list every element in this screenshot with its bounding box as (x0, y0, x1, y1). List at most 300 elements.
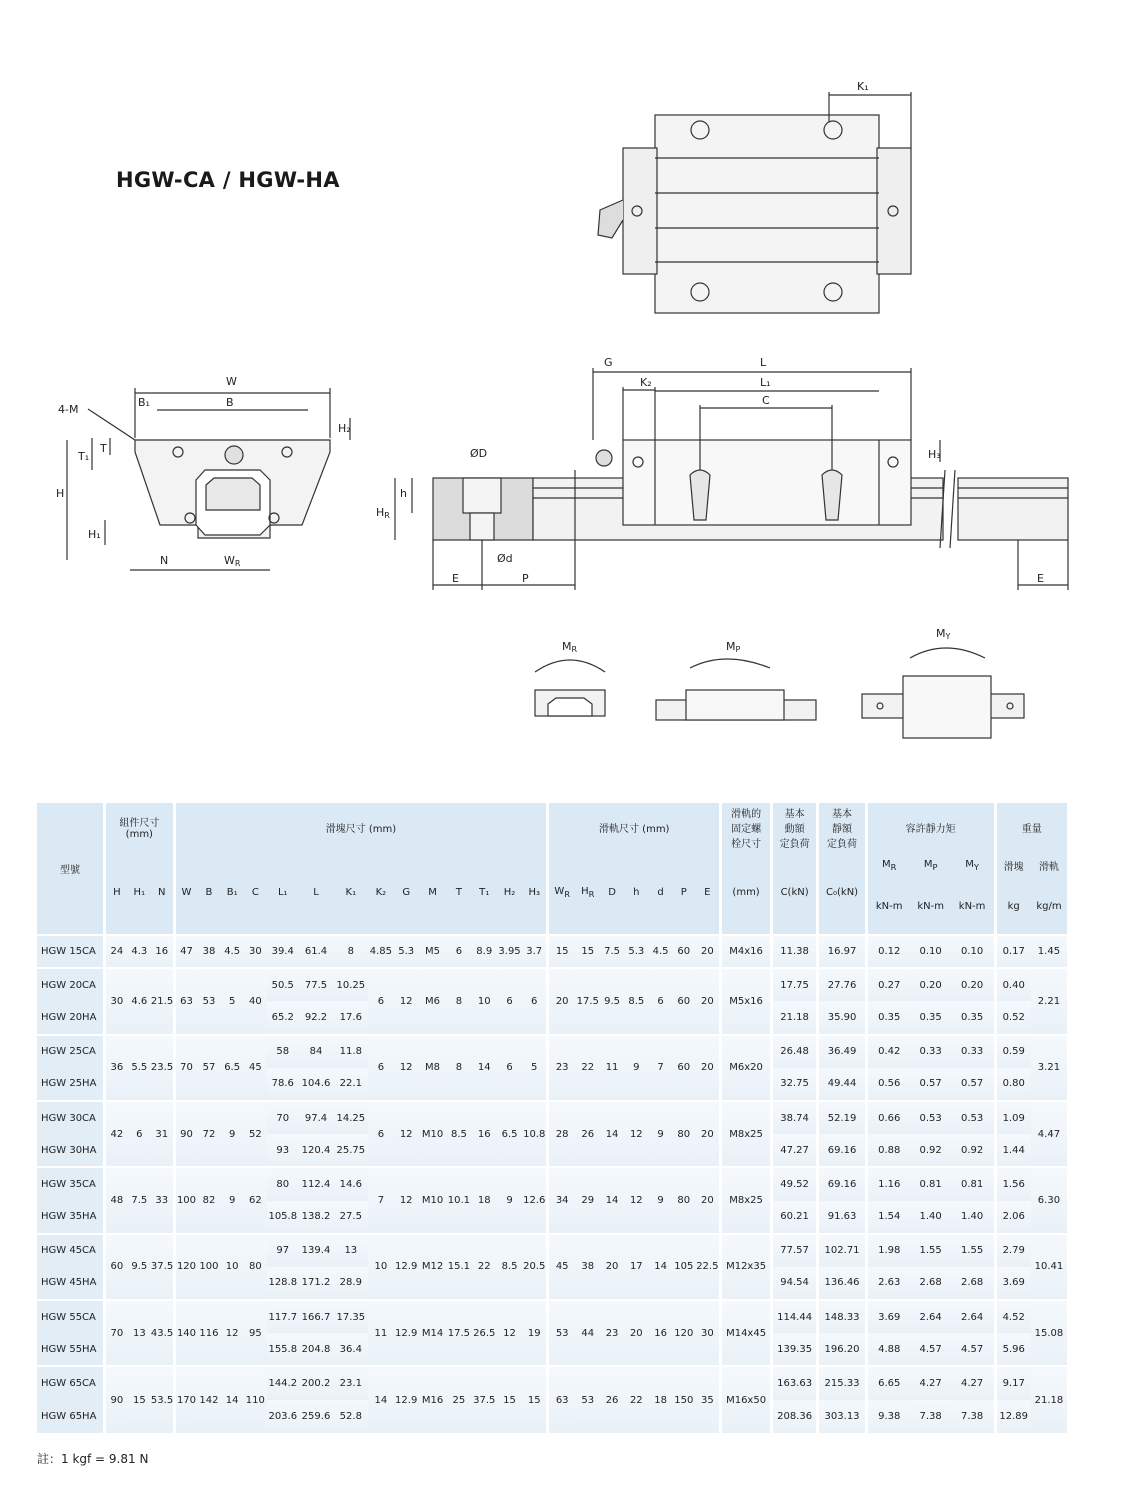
cell-my: 0.20 (951, 968, 995, 1001)
cell-my: 0.33 (951, 1035, 995, 1068)
cell-mp: 2.68 (911, 1267, 951, 1300)
sub-HR: $H_R$ (575, 851, 600, 935)
header-rail: 滑軌尺寸 (mm) (548, 803, 721, 851)
sub-rail-weight: 滑軌 (1031, 851, 1067, 879)
label-hr: HR (376, 506, 390, 520)
sub-L: L (299, 851, 334, 935)
cell-model: HGW 65HA (37, 1400, 105, 1433)
cell-p: 105 (672, 1234, 695, 1300)
cell-mp: 4.57 (911, 1333, 951, 1366)
cell-w: 120 (174, 1234, 197, 1300)
cell-mp: 1.55 (911, 1234, 951, 1267)
cell-block-weight: 1.09 (995, 1101, 1031, 1134)
cell-g: 12.9 (394, 1366, 419, 1433)
cell-model: HGW 45CA (37, 1234, 105, 1267)
cell-k2: 6 (368, 968, 393, 1034)
cell-d: 7.5 (600, 935, 623, 968)
cell-dynamic-load: 32.75 (771, 1068, 817, 1101)
cell-rail-weight: 6.30 (1031, 1167, 1067, 1233)
cell-l1: 78.6 (267, 1068, 299, 1101)
table-row (37, 1167, 1067, 1200)
cell-p: 80 (672, 1167, 695, 1233)
moment-mp-icon (656, 659, 816, 720)
cell-l1: 203.6 (267, 1400, 299, 1433)
cell-p: 60 (672, 1035, 695, 1101)
cell-l: 166.7 (299, 1300, 334, 1333)
cell-bolt: M12x35 (721, 1234, 772, 1300)
cell-mr: 0.12 (866, 935, 910, 968)
cell-l1: 93 (267, 1134, 299, 1167)
cell-h2: 6.5 (497, 1101, 522, 1167)
cell-my: 2.68 (951, 1267, 995, 1300)
cell-l: 77.5 (299, 968, 334, 1001)
sub-MR: $M_R$ (866, 851, 910, 879)
spec-table (37, 803, 1067, 1433)
spec-table-container (37, 803, 1067, 1433)
label-n: N (160, 554, 169, 567)
cell-m: M5 (419, 935, 446, 968)
cell-d: 23 (600, 1300, 623, 1366)
cell-h: 42 (105, 1101, 128, 1167)
cell-mr: 6.65 (866, 1366, 910, 1399)
cell-t: 10.1 (446, 1167, 471, 1233)
cell-d: 16 (649, 1300, 672, 1366)
sub-H: H (105, 851, 128, 935)
cell-mp: 7.38 (911, 1400, 951, 1433)
cell-static-load: 91.63 (818, 1201, 867, 1234)
cell-t1: 22 (472, 1234, 497, 1300)
cell-h: 22 (624, 1366, 649, 1433)
sub-block-weight-unit: kg (995, 879, 1031, 935)
cell-model: HGW 45HA (37, 1267, 105, 1300)
cell-h1: 13 (128, 1300, 151, 1366)
sub-B: B (197, 851, 220, 935)
cell-mp: 0.10 (911, 935, 951, 968)
cell-k1: 25.75 (333, 1134, 368, 1167)
sub-h: h (624, 851, 649, 935)
spec-table-body (37, 935, 1067, 1433)
cell-l1: 97 (267, 1234, 299, 1267)
cell-b: 72 (197, 1101, 220, 1167)
cell-h: 24 (105, 935, 128, 968)
sub-MY: $M_Y$ (951, 851, 995, 879)
cell-cd: 62 (244, 1167, 267, 1233)
cell-t: 8.5 (446, 1101, 471, 1167)
sub-K1: K₁ (333, 851, 368, 935)
cell-wr: 23 (548, 1035, 575, 1101)
sub-K2: K₂ (368, 851, 393, 935)
cell-my: 0.10 (951, 935, 995, 968)
cell-static-load: 196.20 (818, 1333, 867, 1366)
cell-h: 17 (624, 1234, 649, 1300)
label-d-small: Ød (497, 552, 513, 565)
cell-bolt: M14x45 (721, 1300, 772, 1366)
cell-k2: 6 (368, 1035, 393, 1101)
cell-mp: 2.64 (911, 1300, 951, 1333)
cell-p: 120 (672, 1300, 695, 1366)
cell-t1: 26.5 (472, 1300, 497, 1366)
cell-hr: 15 (575, 935, 600, 968)
cell-h: 9 (624, 1035, 649, 1101)
cell-g: 12.9 (394, 1300, 419, 1366)
cell-rail-weight: 1.45 (1031, 935, 1067, 968)
cell-l: 171.2 (299, 1267, 334, 1300)
cell-d: 14 (649, 1234, 672, 1300)
header-static-load: 基本 靜額 定負荷 (818, 803, 867, 851)
sub-C0-unit: C₀(kN) (818, 851, 867, 935)
cell-hr: 38 (575, 1234, 600, 1300)
cell-w: 70 (174, 1035, 197, 1101)
cell-g: 12 (394, 1167, 419, 1233)
cell-mp: 0.81 (911, 1167, 951, 1200)
cell-h3: 19 (522, 1300, 548, 1366)
cell-rail-weight: 21.18 (1031, 1366, 1067, 1433)
label-h2: H₂ (338, 422, 351, 435)
cell-block-weight: 0.80 (995, 1068, 1031, 1101)
cell-mr: 2.63 (866, 1267, 910, 1300)
cell-my: 2.64 (951, 1300, 995, 1333)
cell-h1: 4.6 (128, 968, 151, 1034)
cell-dynamic-load: 49.52 (771, 1167, 817, 1200)
moment-my-icon (862, 648, 1024, 738)
header-assembly: 組件尺寸 (mm) (105, 803, 175, 851)
cell-k1: 10.25 (333, 968, 368, 1001)
cell-rail-weight: 2.21 (1031, 968, 1067, 1034)
cell-l: 92.2 (299, 1001, 334, 1034)
sub-B1: B₁ (221, 851, 244, 935)
cell-b: 142 (197, 1366, 220, 1433)
moment-mr-icon (535, 660, 605, 716)
label-4m: 4-M (58, 403, 79, 416)
label-h1: H₁ (88, 528, 101, 541)
cell-l1: 144.2 (267, 1366, 299, 1399)
cell-block-weight: 12.89 (995, 1400, 1031, 1433)
cell-k2: 10 (368, 1234, 393, 1300)
cell-w: 170 (174, 1366, 197, 1433)
cell-p: 150 (672, 1366, 695, 1433)
cell-b: 57 (197, 1035, 220, 1101)
cell-my: 0.81 (951, 1167, 995, 1200)
cell-e: 30 (695, 1300, 720, 1366)
cell-l1: 105.8 (267, 1201, 299, 1234)
cell-l1: 128.8 (267, 1267, 299, 1300)
cell-dynamic-load: 26.48 (771, 1035, 817, 1068)
cell-static-load: 35.90 (818, 1001, 867, 1034)
cell-model: HGW 35CA (37, 1167, 105, 1200)
cell-b1: 12 (221, 1300, 244, 1366)
cell-h2: 12 (497, 1300, 522, 1366)
cell-w: 140 (174, 1300, 197, 1366)
cell-m: M6 (419, 968, 446, 1034)
cell-cd: 52 (244, 1101, 267, 1167)
cell-h: 36 (105, 1035, 128, 1101)
label-od: ØD (470, 447, 488, 460)
cell-static-load: 69.16 (818, 1134, 867, 1167)
label-c: C (762, 394, 770, 407)
cell-k2: 4.85 (368, 935, 393, 968)
cell-static-load: 27.76 (818, 968, 867, 1001)
cell-d: 9 (649, 1167, 672, 1233)
cell-mp: 0.33 (911, 1035, 951, 1068)
cell-m: M8 (419, 1035, 446, 1101)
cell-d: 18 (649, 1366, 672, 1433)
cell-dynamic-load: 38.74 (771, 1101, 817, 1134)
cell-h: 48 (105, 1167, 128, 1233)
cell-h2: 3.95 (497, 935, 522, 968)
label-h3: H₃ (928, 448, 941, 461)
cell-static-load: 102.71 (818, 1234, 867, 1267)
cell-g: 12 (394, 968, 419, 1034)
cell-h: 8.5 (624, 968, 649, 1034)
cell-bolt: M4x16 (721, 935, 772, 968)
cell-p: 60 (672, 935, 695, 968)
cell-w: 100 (174, 1167, 197, 1233)
cell-my: 0.57 (951, 1068, 995, 1101)
cell-wr: 28 (548, 1101, 575, 1167)
label-t: T (100, 442, 107, 455)
cell-model: HGW 65CA (37, 1366, 105, 1399)
cell-h3: 10.8 (522, 1101, 548, 1167)
cell-e: 22.5 (695, 1234, 720, 1300)
cell-wr: 34 (548, 1167, 575, 1233)
cell-mr: 0.35 (866, 1001, 910, 1034)
cell-n: 23.5 (151, 1035, 174, 1101)
cell-mr: 1.98 (866, 1234, 910, 1267)
sub-WR: $W_R$ (548, 851, 575, 935)
label-h-small: h (400, 487, 407, 500)
cell-dynamic-load: 11.38 (771, 935, 817, 968)
label-p: P (522, 572, 529, 585)
cell-b1: 9 (221, 1101, 244, 1167)
sub-MP-unit: kN-m (911, 879, 951, 935)
cell-k1: 36.4 (333, 1333, 368, 1366)
label-l: L (760, 356, 767, 369)
cell-model: HGW 20HA (37, 1001, 105, 1034)
cell-mr: 0.56 (866, 1068, 910, 1101)
cell-p: 60 (672, 968, 695, 1034)
cell-k1: 23.1 (333, 1366, 368, 1399)
sub-rail-weight-unit: kg/m (1031, 879, 1067, 935)
header-weight: 重量 (995, 803, 1067, 851)
cell-my: 0.53 (951, 1101, 995, 1134)
top-view-drawing (598, 92, 911, 313)
cell-b: 38 (197, 935, 220, 968)
cell-d: 14 (600, 1101, 623, 1167)
cell-h3: 12.6 (522, 1167, 548, 1233)
cell-model: HGW 20CA (37, 968, 105, 1001)
cell-mp: 4.27 (911, 1366, 951, 1399)
sub-W: W (174, 851, 197, 935)
cell-g: 5.3 (394, 935, 419, 968)
cell-l1: 50.5 (267, 968, 299, 1001)
cell-mr: 0.27 (866, 968, 910, 1001)
cell-rail-weight: 4.47 (1031, 1101, 1067, 1167)
cell-e: 20 (695, 1101, 720, 1167)
cell-mr: 1.54 (866, 1201, 910, 1234)
cell-dynamic-load: 77.57 (771, 1234, 817, 1267)
sub-T1: T₁ (472, 851, 497, 935)
cell-t1: 18 (472, 1167, 497, 1233)
cell-l1: 58 (267, 1035, 299, 1068)
cell-my: 0.92 (951, 1134, 995, 1167)
cell-cd: 110 (244, 1366, 267, 1433)
cell-mp: 0.57 (911, 1068, 951, 1101)
cell-w: 63 (174, 968, 197, 1034)
cell-static-load: 215.33 (818, 1366, 867, 1399)
cell-block-weight: 0.17 (995, 935, 1031, 968)
cell-static-load: 52.19 (818, 1101, 867, 1134)
cell-block-weight: 3.69 (995, 1267, 1031, 1300)
label-k1: K₁ (857, 80, 869, 93)
cell-h2: 15 (497, 1366, 522, 1433)
cell-mr: 4.88 (866, 1333, 910, 1366)
cell-cd: 45 (244, 1035, 267, 1101)
cell-n: 43.5 (151, 1300, 174, 1366)
cell-my: 0.35 (951, 1001, 995, 1034)
cell-d: 4.5 (649, 935, 672, 968)
cell-hr: 29 (575, 1167, 600, 1233)
label-k2: K₂ (640, 376, 652, 389)
cell-my: 1.55 (951, 1234, 995, 1267)
cell-dynamic-load: 17.75 (771, 968, 817, 1001)
cell-rail-weight: 3.21 (1031, 1035, 1067, 1101)
cell-h1: 9.5 (128, 1234, 151, 1300)
sub-H1: H₁ (128, 851, 151, 935)
sub-block-weight: 滑塊 (995, 851, 1031, 879)
side-view-drawing (395, 368, 1068, 590)
sub-d: d (649, 851, 672, 935)
cell-e: 20 (695, 935, 720, 968)
cell-h1: 5.5 (128, 1035, 151, 1101)
cell-static-load: 36.49 (818, 1035, 867, 1068)
cell-wr: 45 (548, 1234, 575, 1300)
cell-bolt: M8x25 (721, 1101, 772, 1167)
cell-h: 30 (105, 968, 128, 1034)
cell-n: 21.5 (151, 968, 174, 1034)
cell-block-weight: 0.52 (995, 1001, 1031, 1034)
cell-b1: 5 (221, 968, 244, 1034)
cell-h2: 9 (497, 1167, 522, 1233)
table-row (37, 1366, 1067, 1399)
cell-k1: 22.1 (333, 1068, 368, 1101)
cell-l: 139.4 (299, 1234, 334, 1267)
cell-k1: 13 (333, 1234, 368, 1267)
cell-k2: 14 (368, 1366, 393, 1433)
cell-t: 8 (446, 968, 471, 1034)
cell-d: 6 (649, 968, 672, 1034)
cell-wr: 53 (548, 1300, 575, 1366)
cell-model: HGW 55HA (37, 1333, 105, 1366)
sub-MR-unit: kN-m (866, 879, 910, 935)
cell-dynamic-load: 208.36 (771, 1400, 817, 1433)
cell-hr: 44 (575, 1300, 600, 1366)
header-model: 型號 (37, 803, 105, 935)
cell-mp: 0.20 (911, 968, 951, 1001)
cell-w: 47 (174, 935, 197, 968)
cell-b1: 9 (221, 1167, 244, 1233)
table-row (37, 1234, 1067, 1267)
cell-w: 90 (174, 1101, 197, 1167)
cell-mp: 0.53 (911, 1101, 951, 1134)
cell-h3: 15 (522, 1366, 548, 1433)
cell-my: 1.40 (951, 1201, 995, 1234)
cell-bolt: M8x25 (721, 1167, 772, 1233)
sub-C: C (244, 851, 267, 935)
label-wr: WR (224, 554, 241, 568)
cell-d: 14 (600, 1167, 623, 1233)
cell-b: 53 (197, 968, 220, 1034)
label-mp: MP (726, 640, 741, 654)
table-row (37, 935, 1067, 968)
label-t1: T₁ (78, 450, 90, 463)
cell-static-load: 136.46 (818, 1267, 867, 1300)
cell-model: HGW 30CA (37, 1101, 105, 1134)
cell-mr: 0.42 (866, 1035, 910, 1068)
cell-b1: 4.5 (221, 935, 244, 968)
label-e: E (452, 572, 459, 585)
label-g: G (604, 356, 613, 369)
cell-k1: 52.8 (333, 1400, 368, 1433)
cell-block-weight: 4.52 (995, 1300, 1031, 1333)
cell-t: 6 (446, 935, 471, 968)
cell-t: 25 (446, 1366, 471, 1433)
cell-t1: 8.9 (472, 935, 497, 968)
cell-bolt: M6x20 (721, 1035, 772, 1101)
cell-hr: 26 (575, 1101, 600, 1167)
cell-t: 8 (446, 1035, 471, 1101)
cell-k1: 17.6 (333, 1001, 368, 1034)
cell-t1: 14 (472, 1035, 497, 1101)
cell-block-weight: 9.17 (995, 1366, 1031, 1399)
table-row (37, 1035, 1067, 1068)
cell-b1: 14 (221, 1366, 244, 1433)
cell-b: 82 (197, 1167, 220, 1233)
header-moment: 容許靜力矩 (866, 803, 995, 851)
header-dynamic-load: 基本 動額 定負荷 (771, 803, 817, 851)
cell-dynamic-load: 114.44 (771, 1300, 817, 1333)
cell-n: 33 (151, 1167, 174, 1233)
cell-dynamic-load: 60.21 (771, 1201, 817, 1234)
cell-mp: 0.35 (911, 1001, 951, 1034)
cell-hr: 53 (575, 1366, 600, 1433)
cell-mr: 0.88 (866, 1134, 910, 1167)
cell-n: 37.5 (151, 1234, 174, 1300)
cell-l: 112.4 (299, 1167, 334, 1200)
cell-l: 84 (299, 1035, 334, 1068)
cell-mr: 0.66 (866, 1101, 910, 1134)
cell-g: 12.9 (394, 1234, 419, 1300)
cell-b1: 10 (221, 1234, 244, 1300)
cell-k1: 8 (333, 935, 368, 968)
cell-static-load: 16.97 (818, 935, 867, 968)
cell-k2: 7 (368, 1167, 393, 1233)
cell-l: 204.8 (299, 1333, 334, 1366)
cell-d: 11 (600, 1035, 623, 1101)
cell-g: 12 (394, 1035, 419, 1101)
cell-h: 20 (624, 1300, 649, 1366)
label-h: H (56, 487, 65, 500)
cell-g: 12 (394, 1101, 419, 1167)
cell-hr: 22 (575, 1035, 600, 1101)
cell-model: HGW 55CA (37, 1300, 105, 1333)
cell-model: HGW 25HA (37, 1068, 105, 1101)
cell-h: 90 (105, 1366, 128, 1433)
cell-static-load: 69.16 (818, 1167, 867, 1200)
cell-d: 9.5 (600, 968, 623, 1034)
cell-l: 138.2 (299, 1201, 334, 1234)
cell-h3: 20.5 (522, 1234, 548, 1300)
cell-block-weight: 2.79 (995, 1234, 1031, 1267)
